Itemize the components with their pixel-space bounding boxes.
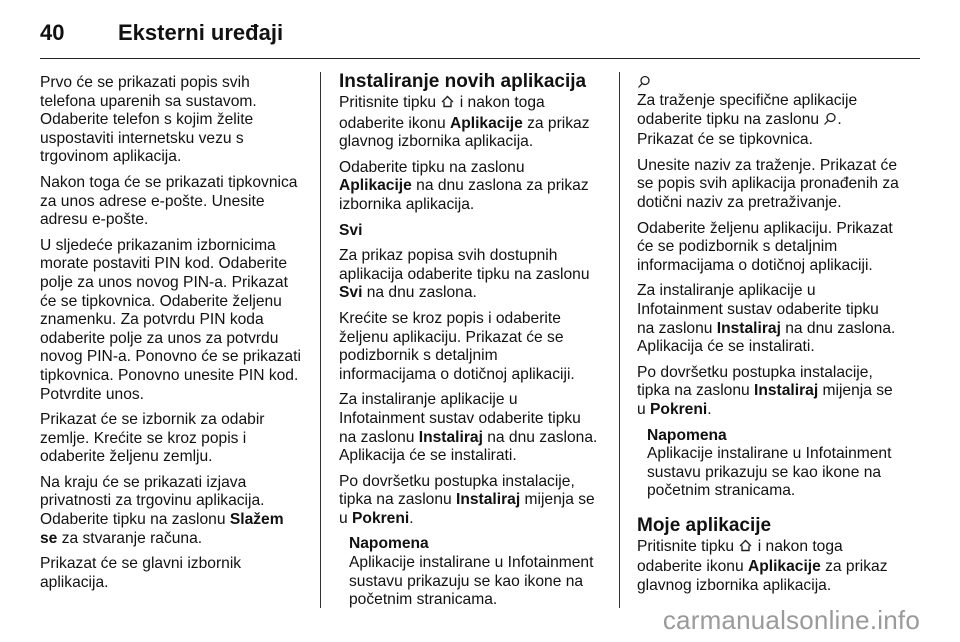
paragraph [339, 247, 611, 303]
text: Odaberite tipku na zaslonu [339, 158, 525, 176]
paragraph: Nakon toga će se prikazati tipkovnica za unos adrese e-pošte. Unesite adresu e-pošte. [40, 173, 298, 229]
ui-term: Aplikacije [747, 558, 821, 576]
column-2 [339, 71, 611, 617]
sub-heading: Svi [339, 221, 363, 239]
text: na dnu zaslona. [362, 284, 477, 302]
text: mijenja se u [637, 382, 893, 418]
note-text: Aplikacije instalirane u Infotainment sustavu prikazuju se kao ikone na početnim stranicama. [349, 554, 594, 609]
ui-term: Aplikacije [449, 114, 523, 132]
paragraph: Krećite se kroz popis i odaberite željenu aplikaciju. Prikazat će se podizbornik s detaljnim informacijama o dotičnoj aplikaciji. [339, 309, 575, 383]
column-divider-1 [320, 72, 321, 608]
paragraph: Prvo će se prikazati popis svih telefona uparenih sa sustavom. Odaberite telefon s kojim želite uspostaviti internetsku vezu s trgovinom aplikacija. [40, 74, 257, 166]
section-heading: Moje aplikacije [637, 514, 772, 536]
watermark: carmanualsonline.info [662, 605, 920, 635]
page-number: 40 [40, 20, 65, 45]
text: i nakon toga odaberite ikonu [339, 94, 545, 132]
ui-term: Svi [339, 284, 363, 302]
text: za stvaranje računa. [57, 529, 203, 547]
paragraph: Odaberite željenu aplikaciju. Prikazat će se podizbornik s detaljnim informacijama o dotičnoj aplikaciji. [637, 219, 893, 274]
ui-term: Instaliraj [754, 382, 819, 400]
text: Na kraju će se prikazati izjava privatnosti za trgovinu aplikacija. Odaberite tipku na zaslonu [40, 473, 265, 529]
page-header [40, 18, 283, 48]
text: Za traženje specifične aplikacije odaberite tipku na zaslonu [637, 92, 858, 128]
text: Za instaliranje aplikacije u Infotainment sustav odaberite tipku na zaslonu [339, 391, 581, 446]
paragraph [339, 94, 611, 152]
paragraph [40, 474, 310, 548]
text: Po dovršetku postupka instalacije, tipka na zaslonu [637, 363, 873, 400]
paragraph: Prikazat će se glavni izbornik aplikacija. [40, 555, 242, 591]
paragraph: U sljedeće prikazanim izbornicima morate postaviti PIN kod. Odaberite polje za unos novog PIN-a. Prikazat će se tipkovnica. Odaberite željenu znamenku. Za potvrdu PIN koda odaberite polje za unos za potvrdu novog PIN-a. Ponovno će se prikazati tipkovnica. Ponovno unesite PIN kod. Potvrdite unos. [40, 236, 301, 403]
paragraph [637, 282, 921, 356]
text: . [707, 400, 712, 418]
text: na dnu zaslona za prikaz izbornika aplikacija. [339, 177, 589, 213]
text: Po dovršetku postupka instalacije, tipka na zaslonu [339, 472, 575, 509]
ui-term: Aplikacije [339, 177, 412, 195]
home-icon [440, 94, 455, 115]
ui-term: Instaliraj [456, 491, 521, 509]
text: . [409, 509, 414, 527]
text: . Prikazat će se tipkovnica. [637, 110, 842, 149]
paragraph [339, 159, 611, 215]
ui-term: Slažem se [40, 511, 284, 547]
note-box [349, 535, 611, 609]
paragraph [637, 92, 921, 150]
text: Pritisnite tipku [637, 537, 739, 555]
chapter-title: Eksterni uređaji [118, 20, 284, 45]
ui-term: Instaliraj [716, 319, 781, 337]
note-box [647, 427, 921, 501]
paragraph: Prikazat će se izbornik za odabir zemlje. Krećite se kroz popis i odaberite željenu zemlju. [40, 411, 265, 466]
text: za prikaz glavnog izbornika aplikacija. [339, 114, 590, 151]
note-title: Napomena [349, 535, 429, 553]
text: za prikaz glavnog izbornika aplikacija. [637, 558, 888, 595]
column-1 [40, 74, 310, 599]
note-title: Napomena [647, 426, 727, 444]
ui-term: Instaliraj [418, 428, 483, 446]
column-divider-2 [619, 72, 620, 608]
text: na dnu zaslona. Aplikacija će se instalirati. [637, 319, 896, 356]
header-rule [40, 58, 920, 59]
text: i nakon toga odaberite ikonu [637, 537, 843, 576]
ui-term: Pokreni [352, 509, 410, 527]
text: Pritisnite tipku [339, 94, 441, 111]
paragraph [339, 391, 611, 465]
note-text: Aplikacije instalirane u Infotainment sustavu prikazuju se kao ikone na početnim stranicama. [647, 445, 892, 500]
text: na dnu zaslona. Aplikacija će se instalirati. [339, 428, 598, 465]
text: mijenja se u [339, 491, 595, 527]
paragraph [637, 364, 921, 420]
paragraph: Unesite naziv za traženje. Prikazat će se popis svih aplikacija pronađenih za dotični naziv za pretraživanje. [637, 156, 899, 211]
ui-term: Pokreni [650, 400, 708, 418]
home-icon [738, 538, 753, 559]
column-3 [637, 74, 921, 603]
section-heading: Instaliranje novih aplikacija [339, 71, 587, 92]
text: Za instaliranje aplikacije u Infotainment sustav odaberite tipku na zaslonu [637, 282, 879, 337]
search-icon [823, 112, 837, 132]
search-heading [637, 74, 921, 92]
paragraph [637, 538, 921, 596]
text: Za prikaz popisa svih dostupnih aplikacija odaberite tipku na zaslonu [339, 247, 590, 283]
paragraph [339, 473, 611, 529]
